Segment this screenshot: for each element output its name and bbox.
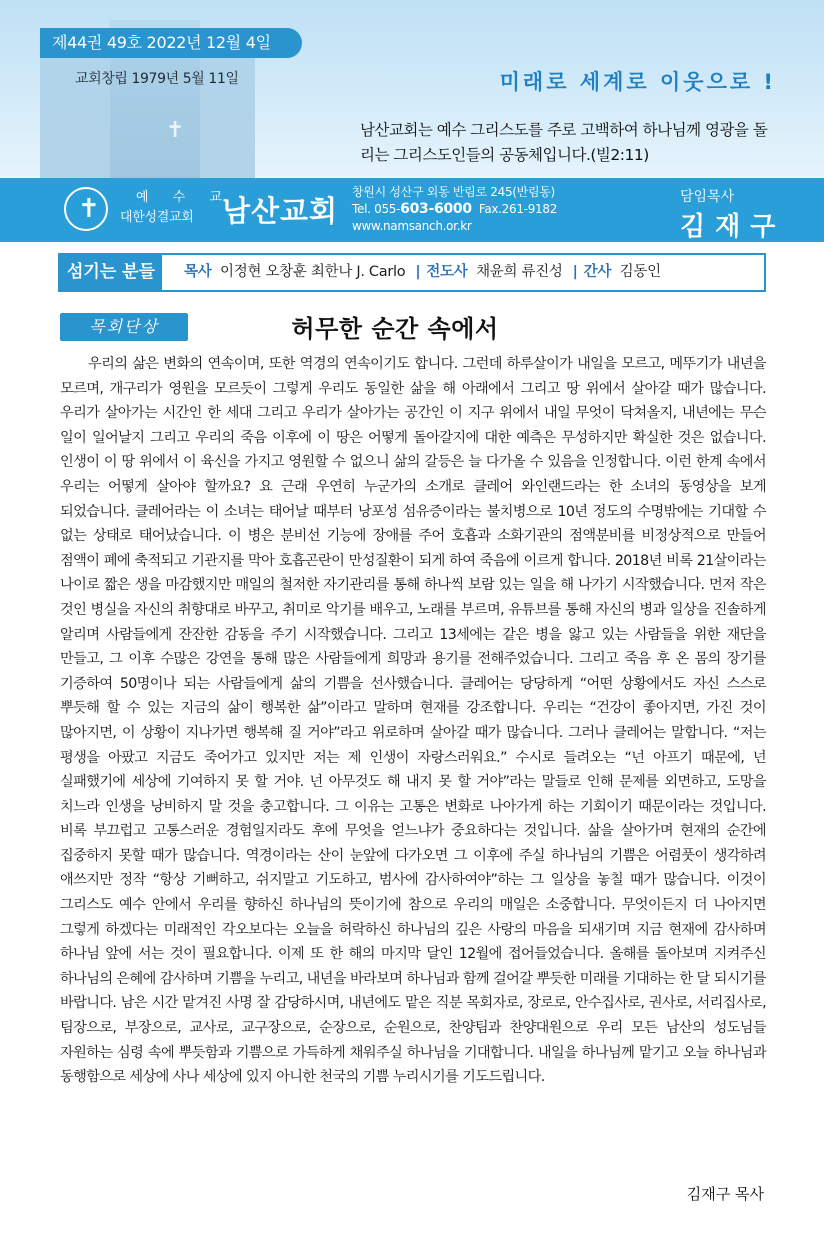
pastors-names: 이정현 오창훈 최한나 J. Carlo <box>220 264 406 280</box>
issue-info: 제44권 49호 2022년 12월 4일 <box>40 28 302 58</box>
church-contact <box>352 184 557 235</box>
servants-list <box>184 255 661 290</box>
role-pastors: 목사 <box>184 264 212 280</box>
signature: 김재구 목사 <box>686 1185 764 1203</box>
divider: | <box>415 264 421 280</box>
denomination <box>120 188 232 228</box>
column-title: 허무한 순간 속에서 <box>291 315 499 343</box>
phone-fax: Tel. 055-603-6000 Fax.261-9182 <box>352 201 558 217</box>
vision-statement: 남산교회는 예수 그리스도를 주로 고백하여 하나님께 영광을 돌리는 그리스도인들의 공동체입니다.(빌2:11) <box>360 121 768 164</box>
address: 창원시 성산구 외동 반림로 245(반림동) <box>352 185 555 199</box>
column-text: 우리의 삶은 변화의 연속이며, 또한 역경의 연속이기도 합니다. 그런데 하루살이가 내일을 모르고, 메뚜기가 내년을 모르며, 개구리가 영원을 모르듯이 그렇게 우리도 동일한 삶을 해 아래에서 그리고 땅 위에서 살아갈 때가 많습니다. 우리가 살아가는 시간인 한 세대 그리고 우리가 살아가는 공간인 이 지구 위에서 내일 무엇이 닥쳐올지, 내년에는 무슨 일이 일어날지 그리고 우리의 죽음 이후에 이 땅은 어떻게 돌아갈지에 대한 예측은 무성하지만 확실한 것은 없습니다. 인생이 이 땅 위에서 이 육신을 가지고 영원할 수 없으니 삶의 갈등은 늘 다가올 수 있음을 인정합니다. 이런 한계 속에서 우리는 어떻게 살아야 할까요? 요 근래 우연히 누군가의 소개로 클레어 와인랜드라는 한 소녀의 동영상을 보게 되었습니다. 클레어라는 이 소녀는 태어날 때부터 낭포성 섬유증이라는 불치병으로 10년 정도의 수명밖에는 기대할 수 없는 상태로 태어났습니다. 이 병은 분비선 기능에 장애를 주어 호흡과 소화기관의 점액분비를 비정상적으로 만들어 점액이 폐에 축적되고 기관지를 막아 호흡곤란이 만성질환이 되게 하여 죽음에 이르게 합니다. 2018년 비록 21살이라는 나이로 짧은 생을 마감했지만 매일의 철저한 자기관리를 통해 하나씩 보람 있는 일을 해 나가기 시작했습니다. 먼저 작은 것인 병실을 자신의 취향대로 바꾸고, 취미로 악기를 배우고, 노래를 부르며, 유튜브를 통해 자신의 병과 일상을 진솔하게 알리며 사람들에게 잔잔한 감동을 주기 시작했습니다. 그리고 13세에는 같은 병을 앓고 있는 사람들을 위한 재단을 만들고, 그 이후 수많은 강연을 통해 많은 사람들에게 희망과 용기를 전해주었습니다. 그리고 죽음 후 온 몸의 장기를 기증하여 50명이나 되는 사람들에게 삶의 기쁨을 선사했습니다. 클레어는 당당하게 “어떤 상황에서도 자신 스스로 뿌듯해 할 수 있는 지금의 삶이 행복한 삶”이라고 말하며 현재를 강조합니다. 우리는 “건강이 좋아지면, 가진 것이 많아지면, 이 상황이 지나가면 행복해 질 거야”라고 위로하며 살아갈 때가 많습니다. 그러나 클레어는 말합니다. “저는 평생을 아팠고 지금도 죽어가고 있지만 저는 제 인생이 자랑스러워요.” 수시로 들려오는 “넌 아프기 때문에, 넌 실패했기에 세상에 기여하지 못 할 거야. 넌 아무것도 해 내지 못 할 거야”라는 말들로 인해 문제를 외면하고, 도망을 치느라 인생을 낭비하지 말 것을 충고합니다. 그 이유는 고통은 변화로 나아가게 하는 기회이기 때문이라는 것입니다. 비록 부끄럽고 고통스러운 경험일지라도 후에 무엇을 얻느냐가 중요하다는 것입니다. 삶을 살아가며 현재의 순간에 집중하지 못할 때가 많습니다. 역경이라는 산이 눈앞에 다가오면 그 이후에 주실 하나님의 기쁨은 어렴풋이 생각하려 애쓰지만 정작 “항상 기뻐하고, 쉬지말고 기도하고, 범사에 감사하여야”하는 그 일상을 놓칠 때가 많습니다. 이것이 그리스도 예수 안에서 우리를 향하신 하나님의 뜻이기에 참으로 우리의 매일은 소중합니다. 무엇이든지 더 나아지면 그렇게 하겠다는 미래적인 각오보다는 오늘을 허락하신 하나님의 깊은 사랑의 마음을 되새기며 지금 현재에 감사하며 하나님 앞에 서는 것이 필요합니다. 이제 또 한 해의 마지막 달인 12월에 접어들었습니다. 올해를 돌아보며 지켜주신 하나님의 은혜에 감사하며 기쁨을 누리고, 내년을 바라보며 하나님과 함께 걸어갈 뿌듯한 미래를 기대하는 한 달 되시기를 바랍니다. 남은 시간 맡겨진 사명 잘 감당하시며, 내년에도 맡은 직분 목회자로, 장로로, 안수집사로, 권사로, 서리집사로, 팀장으로, 부장으로, 교사로, 교구장으로, 순장으로, 순원으로, 찬양팀과 찬양대원으로 우리 모든 남산의 성도님들 자원하는 심령 속에 뿌듯함과 기쁨으로 가득하게 채워주실 하나님을 기대합니다. 내일을 하나님께 맡기고 오늘 하나님과 동행함으로 세상에 사나 세상에 있지 아니한 천국의 기쁨 누리시기를 기도드립니다. <box>60 356 766 1086</box>
servants-box <box>58 253 766 292</box>
denomination-top: 예 수 교 <box>136 190 232 205</box>
website-link[interactable]: www.namsanch.or.kr <box>352 219 472 233</box>
evangelists-names: 채윤희 류진성 <box>476 264 563 280</box>
church-motto: 미래로 세계로 이웃으로 ! <box>499 70 776 94</box>
role-secretary: 간사 <box>583 264 612 280</box>
column-body <box>60 352 766 1090</box>
founding-date: 교회창립 1979년 5월 11일 <box>75 71 239 87</box>
servants-label: 섬기는 분들 <box>60 255 162 290</box>
pastor-name: 김재구 <box>680 212 786 242</box>
cross-icon: ✝ <box>166 118 185 143</box>
denomination-bottom: 대한성결교회 <box>120 210 194 225</box>
church-cross-logo-icon: ✝ <box>64 187 108 231</box>
church-name: 남산교회 <box>222 194 339 228</box>
divider: | <box>572 264 578 280</box>
role-evangelists: 전도사 <box>426 264 468 280</box>
column-tag: 목회단상 <box>60 313 188 341</box>
pastor-label: 담임목사 <box>680 189 735 205</box>
secretary-name: 김동인 <box>619 264 661 280</box>
